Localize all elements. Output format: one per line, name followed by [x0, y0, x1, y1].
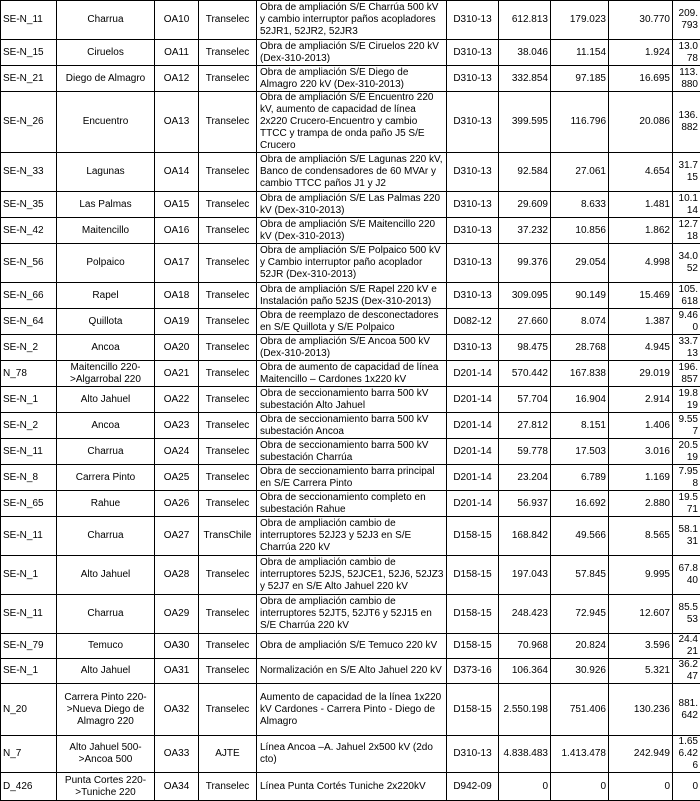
cell-company: Transelec — [199, 283, 257, 309]
cell-value-3: 3.016 — [609, 439, 673, 465]
cell-code: OA15 — [155, 192, 199, 218]
cell-value-4: 85.553 — [673, 595, 700, 634]
cell-value-3: 15.469 — [609, 283, 673, 309]
cell-value-3: 29.019 — [609, 361, 673, 387]
cell-value-2: 16.904 — [551, 387, 609, 413]
cell-value-3: 3.596 — [609, 634, 673, 659]
cell-value-1: 59.778 — [499, 439, 551, 465]
cell-description: Obra de ampliación cambio de interruptores 52JS, 52JCE1, 52J6, 52JZ3 y 52J7 en S/E Alto Jahuel 220 kV — [257, 556, 447, 595]
cell-value-3: 130.236 — [609, 684, 673, 736]
cell-decree: D201-14 — [447, 439, 499, 465]
cell-value-4: 113.880 — [673, 66, 700, 92]
cell-value-1: 332.854 — [499, 66, 551, 92]
cell-value-3: 2.880 — [609, 491, 673, 517]
cell-decree: D158-15 — [447, 595, 499, 634]
cell-value-1: 56.937 — [499, 491, 551, 517]
cell-company: Transelec — [199, 244, 257, 283]
cell-id: N_7 — [1, 736, 57, 773]
cell-decree: D158-15 — [447, 634, 499, 659]
cell-description: Obra de ampliación S/E Encuentro 220 kV, aumento de capacidad de línea 2x220 Crucero-Encuentro y cambio TTCC y trampa de onda paño J5 S/E Crucero — [257, 92, 447, 153]
cell-value-3: 1.169 — [609, 465, 673, 491]
cell-code: OA11 — [155, 40, 199, 66]
cell-id: SE-N_2 — [1, 413, 57, 439]
cell-description: Obra de ampliación S/E Las Palmas 220 kV (Dex-310-2013) — [257, 192, 447, 218]
cell-value-3: 4.945 — [609, 335, 673, 361]
cell-decree: D310-13 — [447, 92, 499, 153]
cell-code: OA10 — [155, 1, 199, 40]
cell-decree: D310-13 — [447, 153, 499, 192]
cell-value-2: 16.692 — [551, 491, 609, 517]
cell-substation: Carrera Pinto 220->Nueva Diego de Almagro 220 — [57, 684, 155, 736]
cell-decree: D201-14 — [447, 361, 499, 387]
cell-value-4: 9.460 — [673, 309, 700, 335]
cell-description: Obra de ampliación S/E Charrúa 500 kV y cambio interruptor paños acopladores 52JR1, 52JR2, 52JR3 — [257, 1, 447, 40]
cell-code: OA13 — [155, 92, 199, 153]
cell-value-1: 57.704 — [499, 387, 551, 413]
table-row — [1, 684, 700, 736]
cell-value-4: 31.715 — [673, 153, 700, 192]
cell-value-1: 4.838.483 — [499, 736, 551, 773]
cell-id: SE-N_66 — [1, 283, 57, 309]
cell-value-1: 399.595 — [499, 92, 551, 153]
cell-value-1: 98.475 — [499, 335, 551, 361]
cell-decree: D158-15 — [447, 517, 499, 556]
cell-description: Obra de reemplazo de desconectadores en S/E Quillota y S/E Polpaico — [257, 309, 447, 335]
cell-company: Transelec — [199, 387, 257, 413]
cell-decree: D310-13 — [447, 40, 499, 66]
cell-decree: D373-16 — [447, 659, 499, 684]
cell-substation: Alto Jahuel — [57, 659, 155, 684]
cell-decree: D310-13 — [447, 192, 499, 218]
cell-value-3: 2.914 — [609, 387, 673, 413]
cell-value-3: 1.862 — [609, 218, 673, 244]
table-row — [1, 634, 700, 659]
cell-value-3: 9.995 — [609, 556, 673, 595]
cell-substation: Ciruelos — [57, 40, 155, 66]
cell-id: SE-N_42 — [1, 218, 57, 244]
cell-value-4: 136.882 — [673, 92, 700, 153]
table-row — [1, 595, 700, 634]
cell-company: Transelec — [199, 40, 257, 66]
cell-value-3: 12.607 — [609, 595, 673, 634]
table-row — [1, 491, 700, 517]
cell-substation: Las Palmas — [57, 192, 155, 218]
cell-company: Transelec — [199, 684, 257, 736]
cell-substation: Temuco — [57, 634, 155, 659]
table-row — [1, 283, 700, 309]
table-row — [1, 465, 700, 491]
cell-company: Transelec — [199, 309, 257, 335]
cell-value-4: 105.618 — [673, 283, 700, 309]
table-row — [1, 244, 700, 283]
cell-description: Obra de ampliación S/E Polpaico 500 kV y Cambio interruptor paño acoplador 52JR (Dex-310-2013) — [257, 244, 447, 283]
cell-substation: Charrua — [57, 1, 155, 40]
cell-substation: Ancoa — [57, 413, 155, 439]
cell-id: SE-N_56 — [1, 244, 57, 283]
cell-value-4: 20.519 — [673, 439, 700, 465]
cell-substation: Polpaico — [57, 244, 155, 283]
cell-substation: Maitencillo — [57, 218, 155, 244]
cell-decree: D942-09 — [447, 773, 499, 801]
cell-id: SE-N_11 — [1, 517, 57, 556]
cell-value-2: 72.945 — [551, 595, 609, 634]
cell-value-1: 309.095 — [499, 283, 551, 309]
table-row — [1, 192, 700, 218]
cell-code: OA26 — [155, 491, 199, 517]
cell-description: Obra de ampliación S/E Diego de Almagro 220 kV (Dex-310-2013) — [257, 66, 447, 92]
cell-value-4: 0 — [673, 773, 700, 801]
cell-value-4: 196.857 — [673, 361, 700, 387]
cell-company: Transelec — [199, 659, 257, 684]
table-row — [1, 66, 700, 92]
cell-description: Obra de ampliación cambio de interruptores 52J23 y 52J3 en S/E Charrúa 220 kV — [257, 517, 447, 556]
cell-description: Normalización en S/E Alto Jahuel 220 kV — [257, 659, 447, 684]
table-row — [1, 218, 700, 244]
cell-value-1: 29.609 — [499, 192, 551, 218]
table-row — [1, 413, 700, 439]
cell-value-3: 1.387 — [609, 309, 673, 335]
cell-decree: D310-13 — [447, 244, 499, 283]
table-body — [1, 1, 700, 801]
cell-decree: D310-13 — [447, 335, 499, 361]
cell-value-2: 1.413.478 — [551, 736, 609, 773]
cell-company: Transelec — [199, 66, 257, 92]
cell-description: Obra de aumento de capacidad de línea Maitencillo – Cardones 1x220 kV — [257, 361, 447, 387]
cell-code: OA23 — [155, 413, 199, 439]
cell-company: Transelec — [199, 595, 257, 634]
cell-value-2: 49.566 — [551, 517, 609, 556]
cell-description: Obra de ampliación S/E Rapel 220 kV e Instalación paño 52JS (Dex-310-2013) — [257, 283, 447, 309]
cell-value-2: 90.149 — [551, 283, 609, 309]
cell-substation: Charrua — [57, 517, 155, 556]
cell-id: N_78 — [1, 361, 57, 387]
cell-decree: D310-13 — [447, 736, 499, 773]
cell-value-2: 11.154 — [551, 40, 609, 66]
cell-substation: Charrua — [57, 595, 155, 634]
cell-substation: Punta Cortes 220->Tuniche 220 — [57, 773, 155, 801]
cell-description: Obra de seccionamiento barra 500 kV subestación Charrúa — [257, 439, 447, 465]
cell-decree: D201-14 — [447, 387, 499, 413]
table-row — [1, 153, 700, 192]
cell-code: OA20 — [155, 335, 199, 361]
cell-id: SE-N_1 — [1, 387, 57, 413]
cell-value-2: 751.406 — [551, 684, 609, 736]
table-row — [1, 736, 700, 773]
table-row — [1, 387, 700, 413]
cell-value-4: 19.571 — [673, 491, 700, 517]
table-row — [1, 773, 700, 801]
table-row — [1, 335, 700, 361]
cell-code: OA21 — [155, 361, 199, 387]
cell-substation: Ancoa — [57, 335, 155, 361]
cell-value-1: 38.046 — [499, 40, 551, 66]
cell-decree: D310-13 — [447, 66, 499, 92]
cell-value-2: 30.926 — [551, 659, 609, 684]
cell-value-3: 30.770 — [609, 1, 673, 40]
cell-value-1: 570.442 — [499, 361, 551, 387]
cell-company: Transelec — [199, 634, 257, 659]
cell-id: SE-N_1 — [1, 556, 57, 595]
cell-value-3: 8.565 — [609, 517, 673, 556]
cell-id: SE-N_65 — [1, 491, 57, 517]
cell-company: Transelec — [199, 413, 257, 439]
cell-substation: Diego de Almagro — [57, 66, 155, 92]
table-row — [1, 659, 700, 684]
cell-value-4: 24.421 — [673, 634, 700, 659]
cell-code: OA17 — [155, 244, 199, 283]
cell-value-4: 881.642 — [673, 684, 700, 736]
table-row — [1, 439, 700, 465]
cell-value-2: 179.023 — [551, 1, 609, 40]
cell-substation: Alto Jahuel — [57, 556, 155, 595]
cell-value-4: 36.247 — [673, 659, 700, 684]
cell-code: OA34 — [155, 773, 199, 801]
cell-value-2: 97.185 — [551, 66, 609, 92]
cell-decree: D201-14 — [447, 413, 499, 439]
cell-value-2: 116.796 — [551, 92, 609, 153]
cell-description: Obra de ampliación S/E Lagunas 220 kV, Banco de condensadores de 60 MVAr y cambio TTCC paños J1 y J2 — [257, 153, 447, 192]
cell-substation: Charrua — [57, 439, 155, 465]
cell-description: Línea Ancoa –A. Jahuel 2x500 kV (2do cto) — [257, 736, 447, 773]
cell-substation: Encuentro — [57, 92, 155, 153]
cell-value-4: 19.819 — [673, 387, 700, 413]
cell-description: Obra de seccionamiento completo en subestación Rahue — [257, 491, 447, 517]
cell-code: OA14 — [155, 153, 199, 192]
cell-value-3: 20.086 — [609, 92, 673, 153]
cell-value-3: 16.695 — [609, 66, 673, 92]
cell-code: OA16 — [155, 218, 199, 244]
cell-company: Transelec — [199, 439, 257, 465]
cell-substation: Lagunas — [57, 153, 155, 192]
cell-company: Transelec — [199, 465, 257, 491]
cell-description: Obra de seccionamiento barra 500 kV subestación Alto Jahuel — [257, 387, 447, 413]
cell-company: Transelec — [199, 1, 257, 40]
cell-decree: D158-15 — [447, 684, 499, 736]
cell-value-2: 167.838 — [551, 361, 609, 387]
cell-description: Obra de ampliación S/E Ancoa 500 kV (Dex-310-2013) — [257, 335, 447, 361]
cell-company: Transelec — [199, 335, 257, 361]
cell-decree: D201-14 — [447, 491, 499, 517]
cell-description: Obra de ampliación S/E Maitencillo 220 kV (Dex-310-2013) — [257, 218, 447, 244]
cell-id: SE-N_8 — [1, 465, 57, 491]
cell-value-4: 33.713 — [673, 335, 700, 361]
cell-decree: D310-13 — [447, 283, 499, 309]
cell-description: Aumento de capacidad de la línea 1x220 kV Cardones - Carrera Pinto - Diego de Almagro — [257, 684, 447, 736]
cell-company: Transelec — [199, 153, 257, 192]
cell-code: OA29 — [155, 595, 199, 634]
cell-decree: D201-14 — [447, 465, 499, 491]
cell-value-4: 67.840 — [673, 556, 700, 595]
cell-description: Obra de ampliación S/E Temuco 220 kV — [257, 634, 447, 659]
cell-value-3: 4.998 — [609, 244, 673, 283]
cell-value-4: 1.656.426 — [673, 736, 700, 773]
cell-value-1: 2.550.198 — [499, 684, 551, 736]
table-row — [1, 556, 700, 595]
cell-value-1: 612.813 — [499, 1, 551, 40]
cell-substation: Carrera Pinto — [57, 465, 155, 491]
cell-id: SE-N_33 — [1, 153, 57, 192]
cell-id: SE-N_11 — [1, 1, 57, 40]
cell-code: OA31 — [155, 659, 199, 684]
cell-description: Obra de seccionamiento barra principal en S/E Carrera Pinto — [257, 465, 447, 491]
cell-value-2: 27.061 — [551, 153, 609, 192]
cell-value-1: 37.232 — [499, 218, 551, 244]
cell-id: SE-N_21 — [1, 66, 57, 92]
cell-description: Obra de seccionamiento barra 500 kV subestación Ancoa — [257, 413, 447, 439]
cell-decree: D310-13 — [447, 1, 499, 40]
cell-value-2: 10.856 — [551, 218, 609, 244]
cell-value-1: 27.660 — [499, 309, 551, 335]
cell-decree: D082-12 — [447, 309, 499, 335]
cell-code: OA18 — [155, 283, 199, 309]
cell-id: SE-N_11 — [1, 595, 57, 634]
cell-value-3: 1.924 — [609, 40, 673, 66]
cell-id: SE-N_64 — [1, 309, 57, 335]
cell-company: Transelec — [199, 556, 257, 595]
cell-value-2: 0 — [551, 773, 609, 801]
table-row — [1, 40, 700, 66]
cell-company: Transelec — [199, 218, 257, 244]
cell-value-4: 209.793 — [673, 1, 700, 40]
cell-substation: Quillota — [57, 309, 155, 335]
cell-value-2: 6.789 — [551, 465, 609, 491]
cell-value-4: 7.958 — [673, 465, 700, 491]
cell-value-3: 4.654 — [609, 153, 673, 192]
cell-company: Transelec — [199, 92, 257, 153]
cell-value-1: 27.812 — [499, 413, 551, 439]
cell-code: OA19 — [155, 309, 199, 335]
cell-value-3: 5.321 — [609, 659, 673, 684]
cell-value-4: 9.557 — [673, 413, 700, 439]
cell-code: OA25 — [155, 465, 199, 491]
cell-value-1: 248.423 — [499, 595, 551, 634]
cell-value-2: 28.768 — [551, 335, 609, 361]
cell-company: Transelec — [199, 773, 257, 801]
cell-value-2: 20.824 — [551, 634, 609, 659]
cell-code: OA28 — [155, 556, 199, 595]
cell-value-4: 13.078 — [673, 40, 700, 66]
cell-decree: D158-15 — [447, 556, 499, 595]
cell-substation: Rapel — [57, 283, 155, 309]
cell-value-2: 17.503 — [551, 439, 609, 465]
cell-substation: Alto Jahuel 500->Ancoa 500 — [57, 736, 155, 773]
cell-substation: Maitencillo 220->Algarrobal 220 — [57, 361, 155, 387]
cell-value-4: 58.131 — [673, 517, 700, 556]
cell-value-1: 99.376 — [499, 244, 551, 283]
cell-id: N_20 — [1, 684, 57, 736]
cell-value-1: 0 — [499, 773, 551, 801]
cell-value-1: 23.204 — [499, 465, 551, 491]
cell-value-1: 70.968 — [499, 634, 551, 659]
cell-code: OA33 — [155, 736, 199, 773]
cell-value-1: 168.842 — [499, 517, 551, 556]
cell-value-1: 197.043 — [499, 556, 551, 595]
cell-id: SE-N_11 — [1, 439, 57, 465]
cell-id: SE-N_35 — [1, 192, 57, 218]
cell-value-2: 57.845 — [551, 556, 609, 595]
cell-code: OA32 — [155, 684, 199, 736]
cell-value-4: 12.718 — [673, 218, 700, 244]
cell-id: SE-N_79 — [1, 634, 57, 659]
cell-value-2: 29.054 — [551, 244, 609, 283]
cell-substation: Alto Jahuel — [57, 387, 155, 413]
cell-id: SE-N_1 — [1, 659, 57, 684]
cell-value-2: 8.151 — [551, 413, 609, 439]
cell-value-2: 8.074 — [551, 309, 609, 335]
cell-value-2: 8.633 — [551, 192, 609, 218]
cell-id: SE-N_26 — [1, 92, 57, 153]
cell-description: Obra de ampliación S/E Ciruelos 220 kV (Dex-310-2013) — [257, 40, 447, 66]
cell-value-3: 1.406 — [609, 413, 673, 439]
table-row — [1, 517, 700, 556]
cell-value-3: 242.949 — [609, 736, 673, 773]
table-row — [1, 92, 700, 153]
cell-company: TransChile — [199, 517, 257, 556]
cell-code: OA22 — [155, 387, 199, 413]
table-row — [1, 361, 700, 387]
cell-code: OA27 — [155, 517, 199, 556]
table-row — [1, 309, 700, 335]
cell-description: Línea Punta Cortés Tuniche 2x220kV — [257, 773, 447, 801]
cell-code: OA30 — [155, 634, 199, 659]
table-row — [1, 1, 700, 40]
cell-id: D_426 — [1, 773, 57, 801]
cell-company: Transelec — [199, 361, 257, 387]
cell-value-4: 34.052 — [673, 244, 700, 283]
cell-value-4: 10.114 — [673, 192, 700, 218]
cell-value-1: 106.364 — [499, 659, 551, 684]
cell-value-1: 92.584 — [499, 153, 551, 192]
cell-company: AJTE — [199, 736, 257, 773]
cell-value-3: 0 — [609, 773, 673, 801]
cell-company: Transelec — [199, 192, 257, 218]
cell-description: Obra de ampliación cambio de interruptores 52JT5, 52JT6 y 52J15 en S/E Charrúa 220 kV — [257, 595, 447, 634]
cell-id: SE-N_2 — [1, 335, 57, 361]
cell-id: SE-N_15 — [1, 40, 57, 66]
cell-substation: Rahue — [57, 491, 155, 517]
cell-code: OA12 — [155, 66, 199, 92]
cell-value-3: 1.481 — [609, 192, 673, 218]
cell-code: OA24 — [155, 439, 199, 465]
cell-company: Transelec — [199, 491, 257, 517]
cell-decree: D310-13 — [447, 218, 499, 244]
